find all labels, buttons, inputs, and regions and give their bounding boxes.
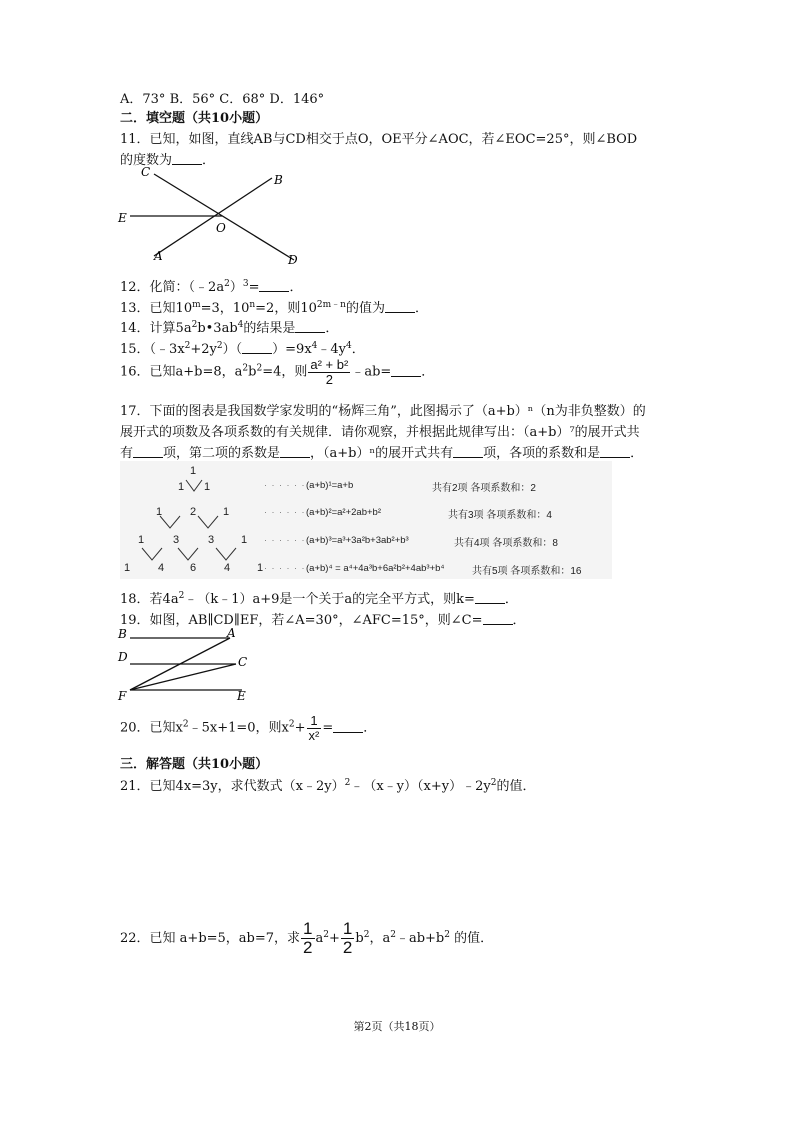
q16: 16．已知a+b=8，$a^2b^2=4$，则 $\frac{\text{a² + b²}}{2}$ ﹣ab= ．	[120, 357, 435, 387]
label-d: D	[288, 253, 298, 267]
answer-blank	[333, 731, 363, 733]
q20: 20．已知$x^2﹣5x+1=0$，则$x^2+$ $\frac{1}{\text{x²}}$ = ．	[120, 713, 377, 743]
page-footer: 第2页（共18页）	[353, 1020, 441, 1033]
expansion-formula: (a+b)²=a²+2ab+b²	[306, 507, 381, 518]
triangle-number: 1	[190, 465, 197, 477]
term-info: 共有2项 各项系数和：2	[432, 483, 536, 494]
answer-blank	[295, 331, 325, 333]
answer-blank	[385, 311, 415, 313]
triangle-number: 1	[178, 481, 185, 493]
label-o: O	[216, 221, 226, 235]
fraction: $\frac{1}{2}$	[303, 919, 313, 957]
triangle-number: 6	[190, 562, 197, 574]
q17-line1: 17．下面的图表是我国数学家发明的“杨辉三角”，此图揭示了（a+b）ⁿ（n为非负整数）的	[120, 404, 646, 419]
answer-blank	[453, 456, 483, 458]
q21: 21．已知4x=3y，求代数式$(x﹣2y)^2﹣(x﹣y)(x+y)﹣2y^2$的值．	[120, 778, 536, 794]
q19-figure	[114, 624, 264, 706]
answer-blank	[483, 623, 513, 625]
fraction: $\frac{1}{2}$	[342, 919, 353, 957]
q10-options: A．73° B．56° C．68° D．146°	[120, 92, 325, 107]
answer-blank	[600, 456, 630, 458]
answer-blank	[280, 456, 310, 458]
section2-title: 二．填空题（共10小题）	[120, 111, 269, 126]
triangle-number: 3	[173, 534, 180, 546]
triangle-number: 1	[241, 534, 248, 546]
triangle-number: 2	[190, 506, 197, 518]
expansion-formula: (a+b)¹=a+b	[306, 480, 354, 491]
q17-line3: 有 项，第二项的系数是 ，（a+b）ⁿ的展开式共有 项，各项的系数和是 ．	[120, 446, 644, 461]
dot-leader: · · · · · · · ·	[264, 563, 321, 573]
label-c: C	[141, 165, 151, 179]
triangle-number: 4	[158, 562, 165, 574]
q18: 18．若$4a^2﹣(k﹣1)a+9$是一个关于a的完全平方式，则k= ．	[120, 591, 518, 607]
q11-figure	[114, 164, 314, 268]
yanghui-triangle-figure	[120, 461, 612, 579]
q17-line2: 展开式的项数及各项系数的有关规律．请你观察，并根据此规律写出：（a+b）⁷的展开式共	[120, 425, 640, 440]
answer-blank	[242, 352, 272, 354]
term-info: 共有5项 各项系数和：16	[472, 566, 582, 577]
expansion-formula: (a+b)³=a³+3a²b+3ab²+b³	[306, 535, 409, 546]
label-a: A	[227, 626, 236, 640]
q14: 14．计算$5a^2b•3ab^4$的结果是 ．	[120, 320, 339, 336]
expansion-formula: (a+b)⁴ = a⁴+4a³b+6a²b²+4ab³+b⁴	[306, 563, 445, 574]
triangle-number: 3	[208, 534, 215, 546]
triangle-number: 1	[257, 562, 264, 574]
label-a: A	[154, 249, 163, 263]
dot-leader: · · · · · · · ·	[264, 480, 321, 490]
label-e: E	[118, 211, 127, 225]
label-b: B	[118, 627, 127, 641]
label-f: F	[118, 689, 127, 703]
q11-line2: 的度数为 ．	[120, 153, 216, 168]
term-info: 共有3项 各项系数和：4	[448, 510, 552, 521]
dot-leader: · · · · · · · ·	[264, 507, 321, 517]
q15: 15．$(﹣3x^2+2y^2)$（ ）$=9x^4﹣4y^4$．	[120, 341, 365, 357]
fraction: $\frac{\text{a² + b²}}{2}$	[310, 357, 349, 387]
answer-blank	[475, 602, 505, 604]
triangle-number: 1	[124, 562, 131, 574]
answer-blank	[133, 456, 163, 458]
answer-blank	[391, 375, 421, 377]
fraction: $\frac{1}{\text{x²}}$	[308, 713, 320, 743]
triangle-number: 1	[156, 506, 163, 518]
triangle-number: 1	[223, 506, 230, 518]
dot-leader: · · · · · · · ·	[264, 535, 321, 545]
label-b: B	[274, 173, 283, 187]
triangle-number: 1	[204, 481, 211, 493]
section3-title: 三．解答题（共10小题）	[120, 757, 269, 772]
q11-line1: 11．已知，如图，直线AB与CD相交于点O，OE平分∠AOC，若∠EOC=25°，则∠BOD	[120, 132, 638, 147]
answer-blank	[259, 290, 289, 292]
triangle-number: 4	[224, 562, 231, 574]
label-e: E	[237, 689, 246, 703]
label-d: D	[118, 650, 128, 664]
q13: 13．已知$10^m=3$，$10^n=2$，则$10^{2m﹣n}$的值为 ．	[120, 300, 428, 316]
label-c: C	[238, 655, 248, 669]
q19: 19．如图，AB∥CD∥EF，若∠A=30°，∠AFC=15°，则∠C= ．	[120, 613, 526, 628]
term-info: 共有4项 各项系数和：8	[454, 538, 558, 549]
q22: 22．已知 a+b=5，ab=7，求 $\frac{1}{2}$ $a^2+$ $\frac{1}{2}$ $b^2$，$a^2﹣ab+b^2$ 的值．	[120, 919, 494, 957]
q12: 12．化简：$(﹣2a^2)^3=$ ．	[120, 279, 303, 295]
triangle-number: 1	[138, 534, 145, 546]
